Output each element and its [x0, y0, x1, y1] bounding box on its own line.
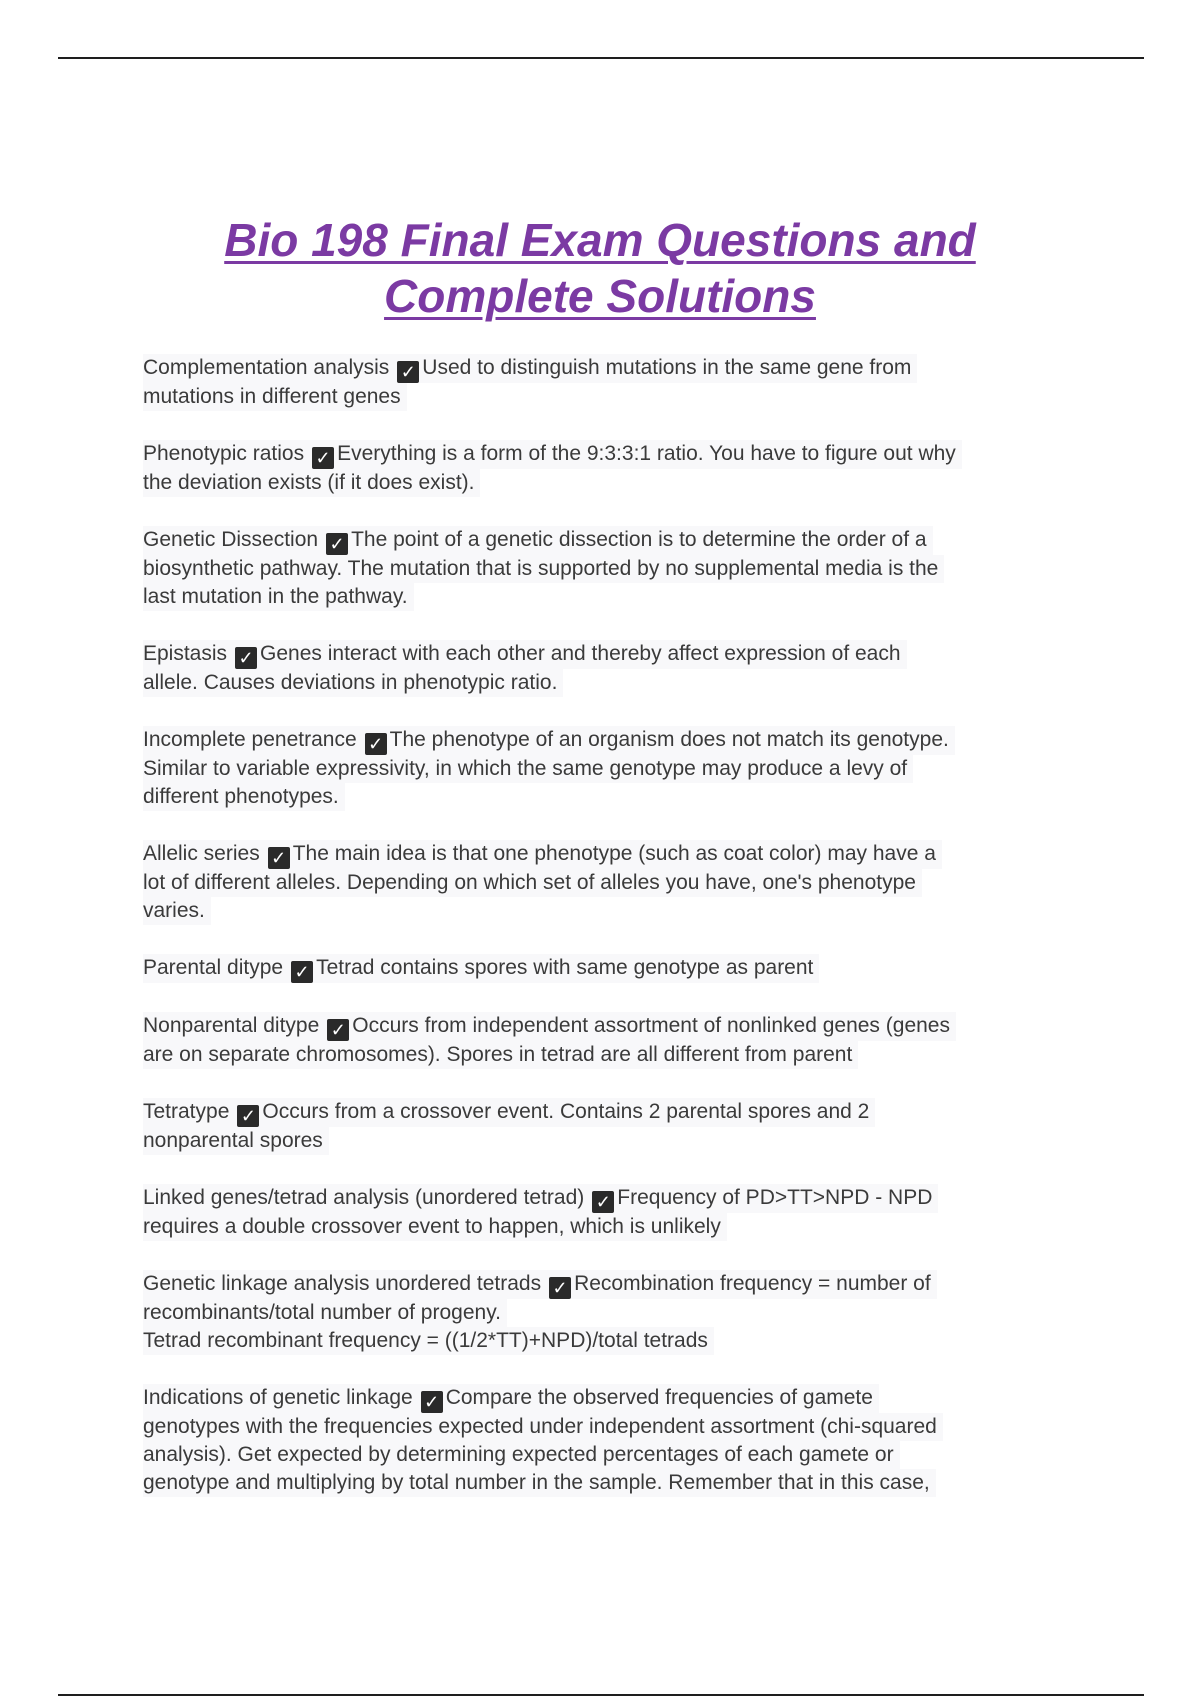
entry-definition-line: nonparental spores — [143, 1127, 329, 1155]
entry-first-line — [143, 526, 933, 555]
entry-definition: Occurs from a crossover event. Contains 2 parental spores and 2 — [262, 1100, 870, 1123]
flashcard-entry — [143, 726, 1063, 811]
entry-definition-line: last mutation in the pathway. — [143, 583, 414, 611]
flashcard-entry — [143, 1012, 1063, 1069]
flashcard-entry — [143, 354, 1063, 411]
flashcard-entry — [143, 1184, 1063, 1241]
entry-term: Complementation analysis — [143, 356, 390, 379]
entry-definition-line: requires a double crossover event to happen, which is unlikely — [143, 1213, 727, 1241]
entry-definition: Tetrad contains spores with same genotype as parent — [316, 956, 814, 979]
checkmark-icon: ✓ — [326, 533, 348, 555]
entry-definition-line: Tetrad recombinant frequency = ((1/2*TT)+NPD)/total tetrads — [143, 1327, 714, 1355]
flashcard-entry — [143, 440, 1063, 497]
flashcard-entry — [143, 840, 1063, 925]
entry-definition-line: different phenotypes. — [143, 783, 345, 811]
entry-definition-line: biosynthetic pathway. The mutation that is supported by no supplemental media is the — [143, 555, 944, 583]
checkmark-icon: ✓ — [291, 961, 313, 983]
entry-term: Allelic series — [143, 842, 260, 865]
entry-definition-line: Similar to variable expressivity, in which the same genotype may produce a levy of — [143, 755, 913, 783]
flashcard-entry — [143, 954, 1063, 983]
entry-term: Incomplete penetrance — [143, 728, 357, 751]
checkmark-icon: ✓ — [312, 447, 334, 469]
entry-term: Tetratype — [143, 1100, 230, 1123]
entry-term: Genetic linkage analysis unordered tetrads — [143, 1272, 542, 1295]
entry-first-line — [143, 954, 819, 983]
entry-first-line — [143, 1184, 938, 1213]
entry-definition-line: analysis). Get expected by determining expected percentages of each gamete or — [143, 1441, 900, 1469]
entry-first-line — [143, 640, 907, 669]
entry-definition: Recombination frequency = number of — [574, 1272, 931, 1295]
entry-first-line — [143, 354, 917, 383]
title-line-2: Complete Solutions — [384, 270, 816, 322]
entry-definition-line: are on separate chromosomes). Spores in tetrad are all different from parent — [143, 1041, 858, 1069]
checkmark-icon: ✓ — [592, 1191, 614, 1213]
entry-term: Indications of genetic linkage — [143, 1386, 413, 1409]
entry-first-line — [143, 1270, 937, 1299]
entry-definition: Frequency of PD>TT>NPD - NPD — [617, 1186, 933, 1209]
entry-term: Nonparental ditype — [143, 1014, 320, 1037]
flashcard-entry — [143, 526, 1063, 611]
flashcard-entry — [143, 640, 1063, 697]
entry-definition: Occurs from independent assortment of nonlinked genes (genes — [352, 1014, 950, 1037]
flashcard-entry — [143, 1384, 1063, 1497]
entry-definition-line: allele. Causes deviations in phenotypic ratio. — [143, 669, 563, 697]
checkmark-icon: ✓ — [235, 647, 257, 669]
entry-definition-line: the deviation exists (if it does exist). — [143, 469, 480, 497]
entry-definition-line: genotypes with the frequencies expected under independent assortment (chi-squared — [143, 1413, 943, 1441]
checkmark-icon: ✓ — [397, 361, 419, 383]
checkmark-icon: ✓ — [365, 733, 387, 755]
entry-first-line — [143, 440, 962, 469]
entry-definition: Everything is a form of the 9:3:3:1 ratio. You have to figure out why — [337, 442, 956, 465]
title-line-1: Bio 198 Final Exam Questions and — [224, 214, 976, 266]
entry-term: Genetic Dissection — [143, 528, 319, 551]
entry-definition-line: recombinants/total number of progeny. — [143, 1299, 507, 1327]
entry-term: Phenotypic ratios — [143, 442, 305, 465]
entry-definition: Genes interact with each other and thereby affect expression of each — [260, 642, 901, 665]
entry-definition: The point of a genetic dissection is to determine the order of a — [351, 528, 927, 551]
entry-definition-line: genotype and multiplying by total number in the sample. Remember that in this case, — [143, 1469, 936, 1497]
entry-definition: Used to distinguish mutations in the same gene from — [422, 356, 912, 379]
entry-term: Parental ditype — [143, 956, 284, 979]
entry-definition-line: mutations in different genes — [143, 383, 407, 411]
entry-definition-line: lot of different alleles. Depending on which set of alleles you have, one's phenotype — [143, 869, 922, 897]
entry-first-line — [143, 1098, 875, 1127]
flashcard-list — [143, 354, 1063, 1526]
entry-definition-line: varies. — [143, 897, 211, 925]
checkmark-icon: ✓ — [549, 1277, 571, 1299]
entry-first-line — [143, 1012, 956, 1041]
document-title — [0, 212, 1200, 324]
entry-first-line — [143, 1384, 879, 1413]
entry-definition: The main idea is that one phenotype (such as coat color) may have a — [292, 842, 936, 865]
entry-term: Linked genes/tetrad analysis (unordered tetrad) — [143, 1186, 585, 1209]
entry-first-line — [143, 726, 955, 755]
header-rule — [58, 57, 1144, 59]
entry-first-line — [143, 840, 942, 869]
checkmark-icon: ✓ — [421, 1391, 443, 1413]
entry-definition: Compare the observed frequencies of gamete — [445, 1386, 873, 1409]
entry-definition: The phenotype of an organism does not match its genotype. — [389, 728, 949, 751]
checkmark-icon: ✓ — [237, 1105, 259, 1127]
checkmark-icon: ✓ — [327, 1019, 349, 1041]
checkmark-icon: ✓ — [268, 847, 290, 869]
flashcard-entry — [143, 1098, 1063, 1155]
entry-term: Epistasis — [143, 642, 228, 665]
footer-rule — [58, 1694, 1144, 1696]
flashcard-entry — [143, 1270, 1063, 1355]
